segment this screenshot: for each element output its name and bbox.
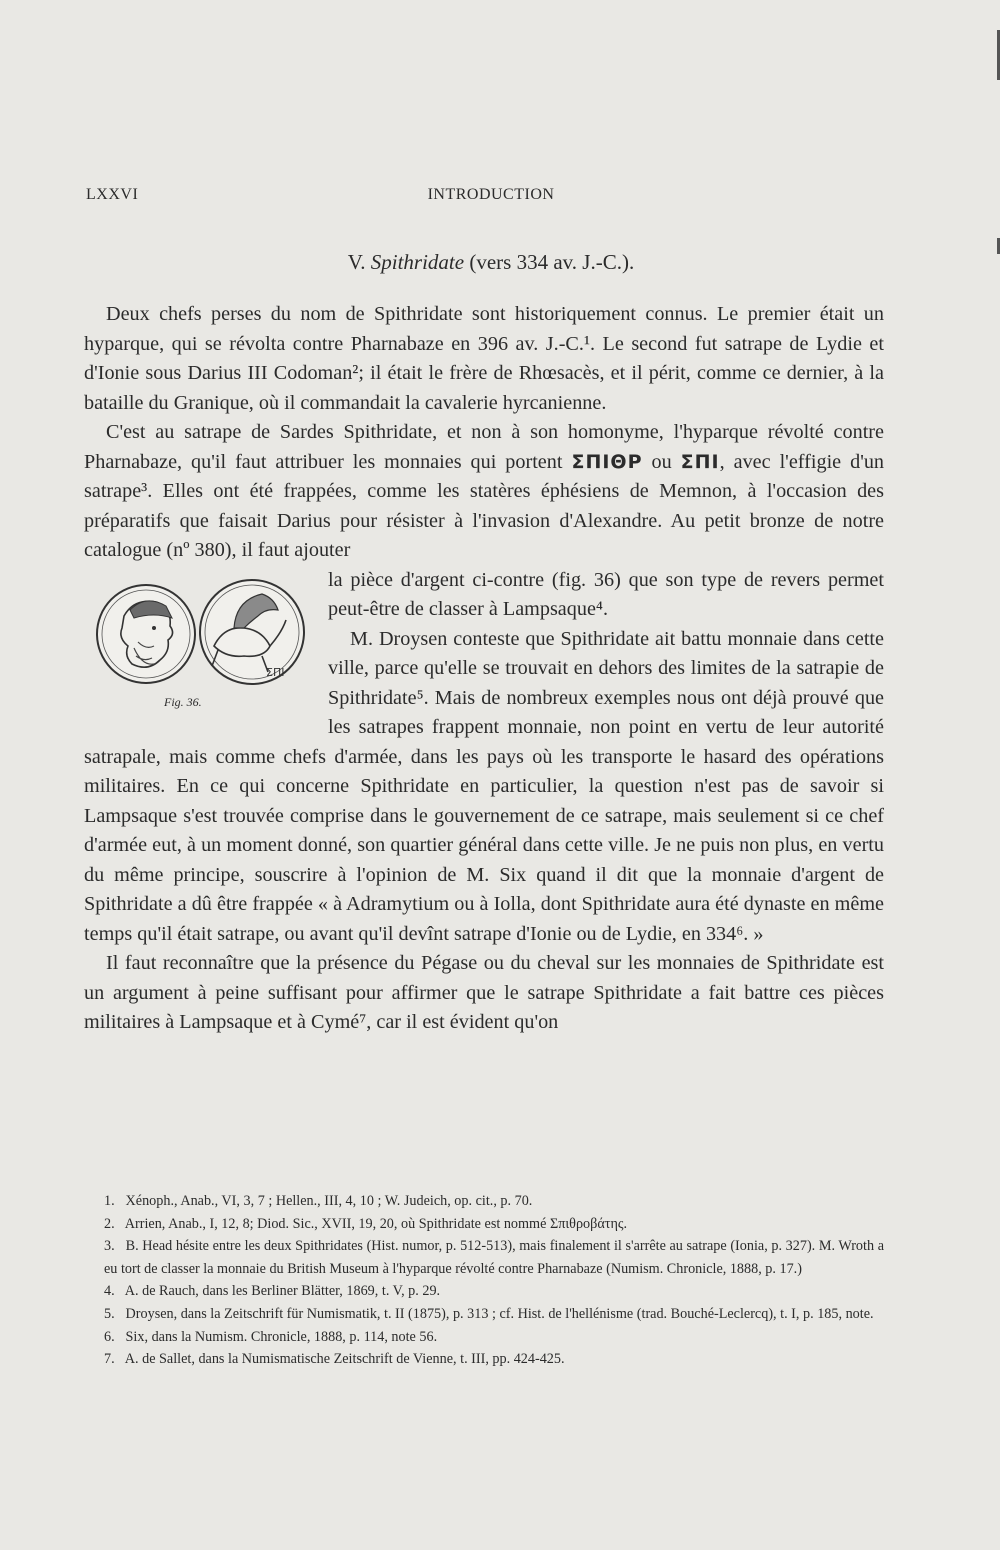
page-number: LXXVI bbox=[86, 186, 139, 203]
body-text bbox=[84, 300, 884, 1038]
footnote-number: 3. bbox=[104, 1238, 115, 1255]
footnote-number: 2. bbox=[104, 1215, 115, 1232]
paragraph-2-or: ou bbox=[651, 450, 672, 473]
paragraph-1: Deux chefs perses du nom de Spithridate sont historiquement connus. Le premier était un hyparque, qui se révolta contre Pharnabaze en 396 av. J.-C.¹. Le second fut satrape de Lydie et d'Ionie sous Darius III Codoman²; il était le frère de Rhœsacès, et il périt, comme ce dernier, à la bataille du Granique, où il commandait la cavalerie hyrcanienne. bbox=[84, 303, 884, 414]
footnote-text: A. de Rauch, dans les Berliner Blätter, 1869, t. V, p. 29. bbox=[124, 1283, 441, 1300]
section-name: Spithridate bbox=[370, 250, 465, 274]
coin-figure bbox=[84, 570, 316, 720]
footnote bbox=[104, 1213, 884, 1236]
section-number: V. bbox=[347, 250, 366, 274]
footnote-text: Xénoph., Anab., VI, 3, 7 ; Hellen., III, 4, 10 ; W. Judeich, op. cit., p. 70. bbox=[125, 1193, 533, 1209]
footnote-number: 6. bbox=[104, 1328, 115, 1345]
paragraph-3: M. Droysen conteste que Spithridate ait battu monnaie dans cette ville, parce qu'elle se trouvait en dehors des limites de la satrapie de Spithridate⁵. Mais de nombreux exemples nous ont déjà prouvé que les satrapes frappent monnaie, non point en vertu de leur autorité satrapale, mais comme chefs d'armée, dans les pays où les transporte le hasard des opérations militaires. En ce qui concerne Spithridate en particulier, la question n'est pas de savoir si Lampsaque s'est trouvée comprise dans le gouvernement de ce satrape, mais seulement si ce chef d'armée eut, à un moment donné, son quartier général dans cette ville. Je ne puis non plus, en vertu du même principe, souscrire à l'opinion de M. Six quand il dit que la monnaie d'argent de Spithridate a dû être frappée « à Adramytium ou à Iolla, dont Spithridate aura été dynaste en même temps qu'il était satrape, ou avant qu'il devînt satrape d'Ionie ou de Lydie, en 334⁶. » bbox=[84, 627, 884, 945]
paragraph-2-text-a: C'est au satrape de Sardes Spithridate, et non à son homonyme, l'hyparque révolté contre Pharnabaze, qu'il faut attribuer les monnaies qui portent bbox=[84, 421, 884, 473]
footnote bbox=[104, 1348, 884, 1371]
footnote-text: A. de Sallet, dans la Numismatische Zeitschrift de Vienne, t. III, pp. 424-425. bbox=[124, 1351, 565, 1368]
footnote-number: 5. bbox=[104, 1305, 115, 1322]
footnote-number: 7. bbox=[104, 1351, 115, 1368]
footnote-text: Droysen, dans la Zeitschrift für Numismatik, t. II (1875), p. 313 ; cf. Hist. de l'hellénisme (trad. Bouché-Leclercq), t. I, p. 185, note. bbox=[125, 1305, 874, 1322]
section-heading bbox=[86, 250, 896, 275]
coin-legend-text: ΣΠΙ bbox=[266, 665, 285, 679]
paragraph-2 bbox=[84, 418, 884, 566]
footnote-text: Arrien, Anab., I, 12, 8; Diod. Sic., XVII, 19, 20, où Spithridate est nommé Σπιθροβάτης. bbox=[124, 1215, 628, 1232]
coin-illustration bbox=[94, 576, 314, 691]
paragraph-2-continued: la pièce d'argent ci-contre (fig. 36) que son type de revers permet peut-être de classer à Lampsaque⁴. bbox=[328, 568, 884, 620]
footnotes bbox=[104, 1190, 884, 1371]
running-title: INTRODUCTION bbox=[427, 186, 555, 203]
footnote-text: Six, dans la Numism. Chronicle, 1888, p. 114, note 56. bbox=[125, 1328, 438, 1345]
footnote bbox=[104, 1235, 884, 1280]
footnote bbox=[104, 1326, 884, 1349]
section-date: (vers 334 av. J.-C.). bbox=[469, 250, 635, 274]
figure-caption: Fig. 36. bbox=[164, 694, 202, 709]
coin-legend-long: ΣΠΙΘΡ bbox=[571, 450, 643, 473]
footnote bbox=[104, 1190, 884, 1213]
coin-legend-short: ΣΠΙ bbox=[680, 450, 720, 473]
footnote bbox=[104, 1303, 884, 1326]
footnote-number: 4. bbox=[104, 1283, 115, 1300]
footnote-number: 1. bbox=[104, 1193, 115, 1209]
paragraph-2-text-b: , avec l'effigie d'un satrape³. Elles ont été frappées, comme les statères éphésiens de Memnon, à l'occasion des préparatifs que faisait Darius pour résister à l'invasion d'Alexandre. Au petit bronze de notre catalogue (nº 380), il faut ajouter bbox=[84, 450, 885, 561]
footnote-text: B. Head hésite entre les deux Spithridates (Hist. numor, p. 512-513), mais finalement il s'arrête au satrape (Ionia, p. 327). M. Wroth a eu tort de classer la monnaie du British Museum à l'hyparque révolté contre Pharnabaze (Numism. Chronicle, 1888, p. 17.) bbox=[104, 1238, 884, 1277]
footnote bbox=[104, 1280, 884, 1303]
paragraph-4: Il faut reconnaître que la présence du Pégase ou du cheval sur les monnaies de Spithridate est un argument à peine suffisant pour affirmer que le satrape Spithridate a fait battre ces pièces militaires à Lampsaque et à Cymé⁷, car il est évident qu'on bbox=[84, 952, 884, 1033]
